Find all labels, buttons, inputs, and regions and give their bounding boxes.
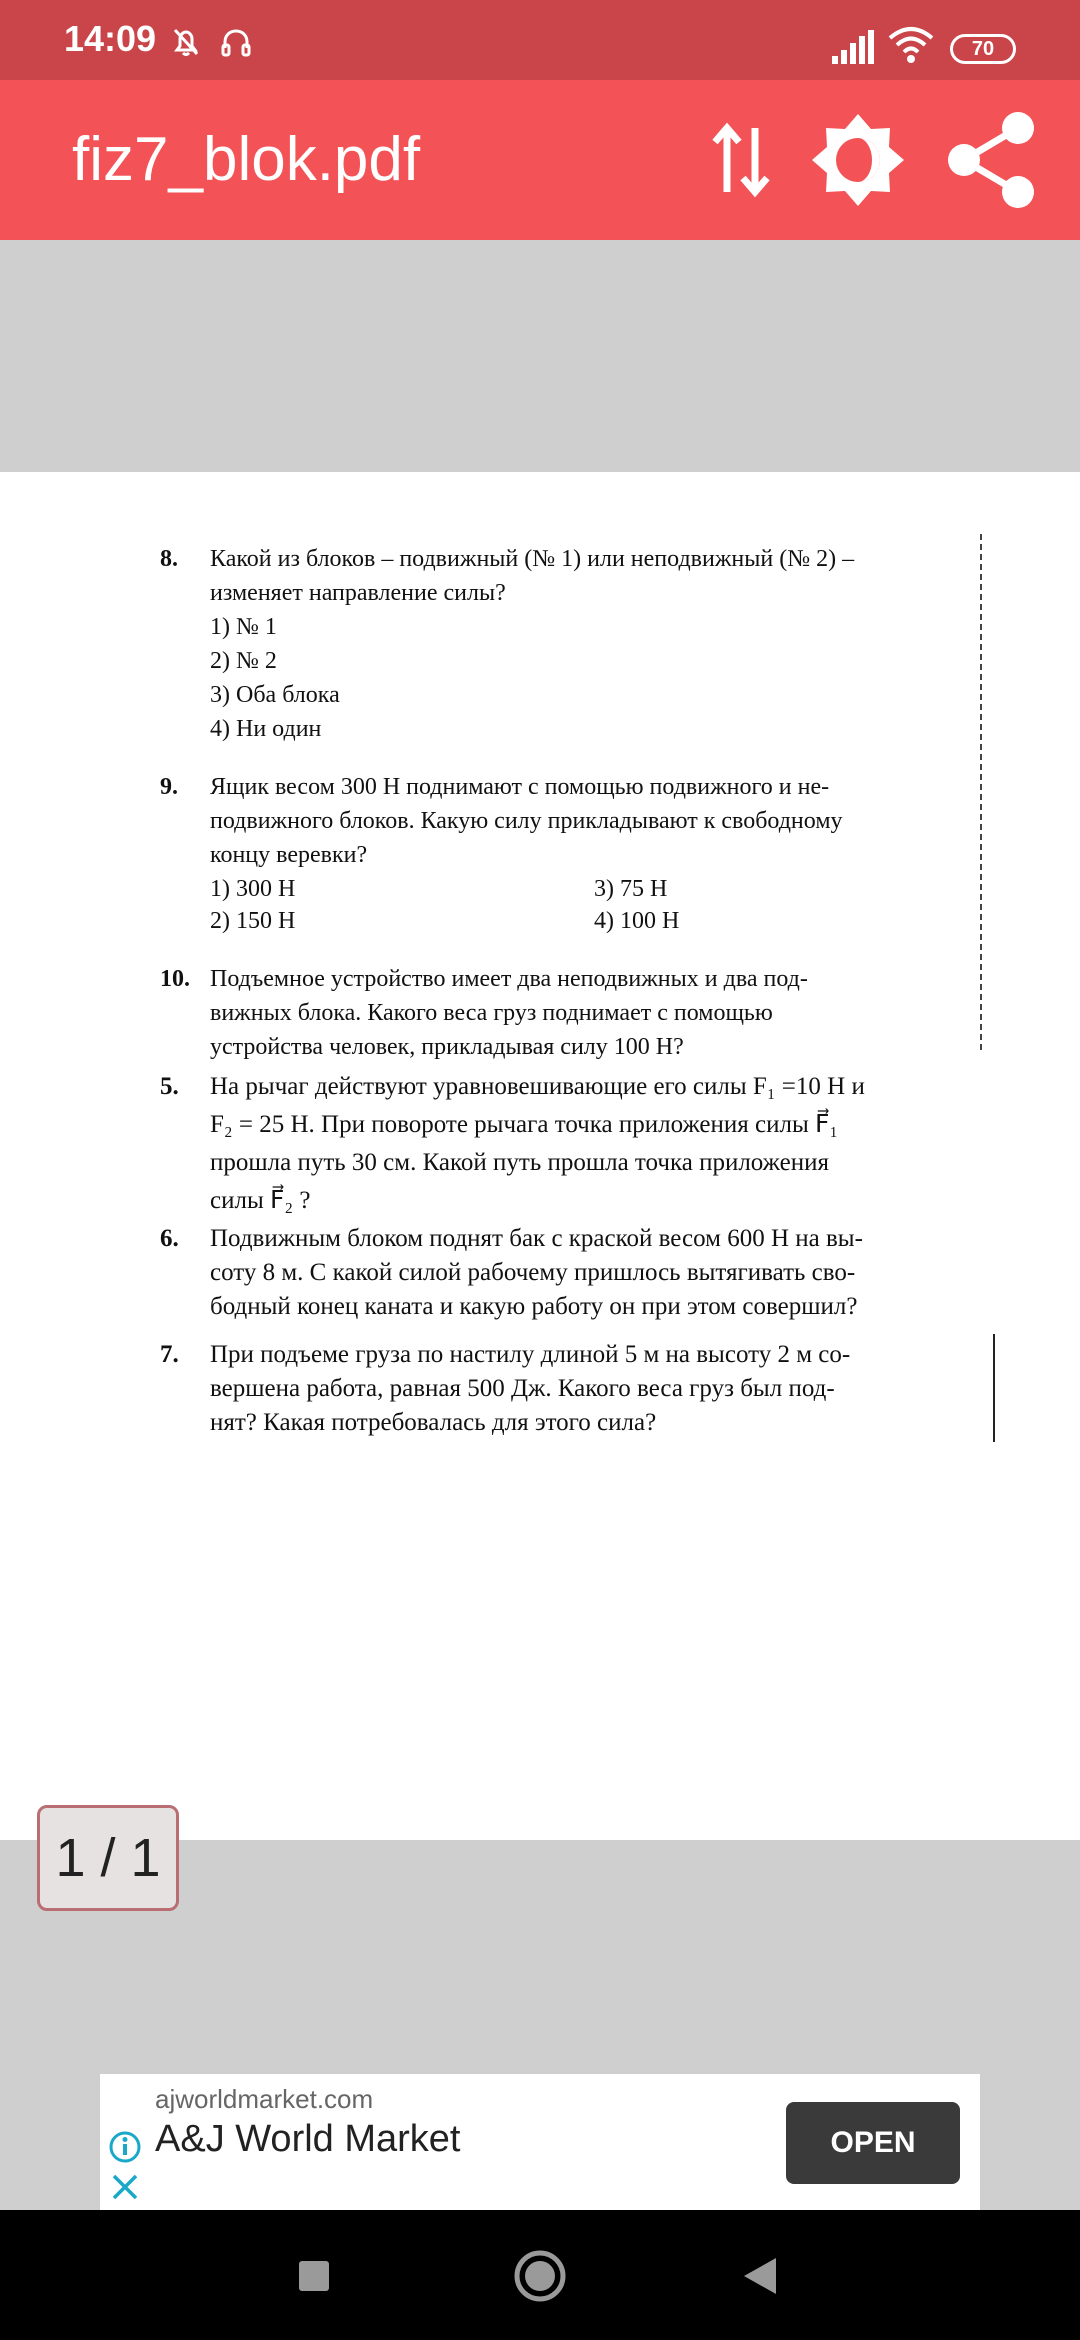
status-time: 14:09 — [64, 18, 157, 59]
back-button[interactable] — [730, 2246, 790, 2306]
headphones-icon — [218, 24, 254, 65]
navigation-bar — [0, 2210, 1080, 2340]
brightness-button[interactable] — [800, 102, 916, 218]
problem-number: 6. — [160, 1225, 179, 1252]
problem-text-line: Ящик весом 300 Н поднимают с помощью подвижного и не- — [210, 774, 830, 800]
ad-banner[interactable] — [100, 2074, 980, 2210]
problem-text-line: прошла путь 30 см. Какой путь прошла точка приложения — [210, 1149, 829, 1176]
recents-button[interactable] — [284, 2246, 344, 2306]
app-bar — [0, 80, 1080, 240]
ad-domain: ajworldmarket.com — [155, 2084, 374, 2114]
problem-text-line: вижных блока. Какого веса груз поднимает с помощью — [210, 1000, 773, 1026]
answer-option: 2) № 2 — [210, 648, 277, 674]
problem-text-line: На рычаг действуют уравновешивающие его силы F₁ =10 Н и — [210, 1073, 865, 1100]
swap-vertical-button[interactable] — [684, 102, 800, 218]
answer-option: 3) 75 Н — [594, 876, 668, 902]
ad-open-button[interactable]: OPEN — [786, 2102, 960, 2184]
answer-option: 4) Ни один — [210, 716, 322, 742]
answer-option: 1) 300 Н — [210, 876, 296, 902]
problem-text-line: нят? Какая потребовалась для этого сила? — [210, 1409, 657, 1436]
problem-text-line: подвижного блоков. Какую силу прикладывают к свободному — [210, 808, 843, 834]
problem-text-line: устройства человек, прикладывая силу 100 Н? — [210, 1034, 684, 1060]
status-bar — [0, 0, 1080, 80]
problem-text-line: изменяет направление силы? — [210, 580, 506, 606]
battery-icon: 70 — [950, 34, 1016, 64]
square-icon — [297, 2259, 331, 2293]
triangle-back-icon — [742, 2256, 778, 2296]
ad-title[interactable]: A&J World Market — [155, 2118, 461, 2160]
problem-text-line: F₂ = 25 Н. При повороте рычага точка приложения силы F⃗₁ — [210, 1111, 839, 1138]
problem-text-line: Какой из блоков – подвижный (№ 1) или неподвижный (№ 2) – — [210, 546, 855, 572]
problem-number: 5. — [160, 1073, 179, 1100]
answer-option: 4) 100 Н — [594, 908, 680, 934]
problem-text-line: Подъемное устройство имеет два неподвижных и два под- — [210, 966, 808, 992]
home-button[interactable] — [510, 2246, 570, 2306]
problem-10 — [160, 962, 995, 1064]
problem-5 — [160, 1068, 995, 1220]
problem-number: 10. — [160, 966, 190, 992]
page-indicator: 1 / 1 — [37, 1805, 179, 1911]
problem-number: 8. — [160, 546, 178, 572]
problem-6 — [160, 1222, 995, 1324]
problem-text-line: При подъеме груза по настилу длиной 5 м на высоту 2 м со- — [210, 1341, 851, 1368]
close-icon[interactable] — [110, 2172, 140, 2207]
answer-option: 3) Оба блока — [210, 682, 340, 708]
answer-option: 2) 150 Н — [210, 908, 296, 934]
circle-icon — [512, 2248, 568, 2304]
problem-text-line: соту 8 м. С какой силой рабочему пришлось вытягивать сво- — [210, 1259, 856, 1286]
problem-text-line: Подвижным блоком поднят бак с краской весом 600 Н на вы- — [210, 1225, 863, 1252]
problem-number: 9. — [160, 774, 178, 800]
pdf-page[interactable] — [0, 472, 1080, 1840]
signal-icon — [832, 30, 874, 69]
problem-8 — [160, 542, 995, 746]
share-icon — [942, 110, 1042, 210]
file-title: fiz7_blok.pdf — [72, 125, 421, 194]
problem-7 — [160, 1338, 995, 1440]
brightness-icon — [810, 112, 906, 208]
problem-text-line: бодный конец каната и какую работу он при этом совершил? — [210, 1293, 858, 1320]
answer-option: 1) № 1 — [210, 614, 277, 640]
wifi-icon — [888, 26, 934, 69]
swap-vertical-icon — [707, 120, 777, 200]
share-button[interactable] — [934, 102, 1050, 218]
problem-number: 7. — [160, 1341, 179, 1368]
bell-off-icon — [168, 24, 204, 65]
info-icon[interactable] — [108, 2130, 142, 2169]
problem-9 — [160, 770, 995, 936]
problem-text-line: концу веревки? — [210, 842, 368, 868]
problem-text-line: вершена работа, равная 500 Дж. Какого веса груз был под- — [210, 1375, 835, 1402]
problem-text-line: силы F⃗₂ ? — [210, 1187, 311, 1214]
